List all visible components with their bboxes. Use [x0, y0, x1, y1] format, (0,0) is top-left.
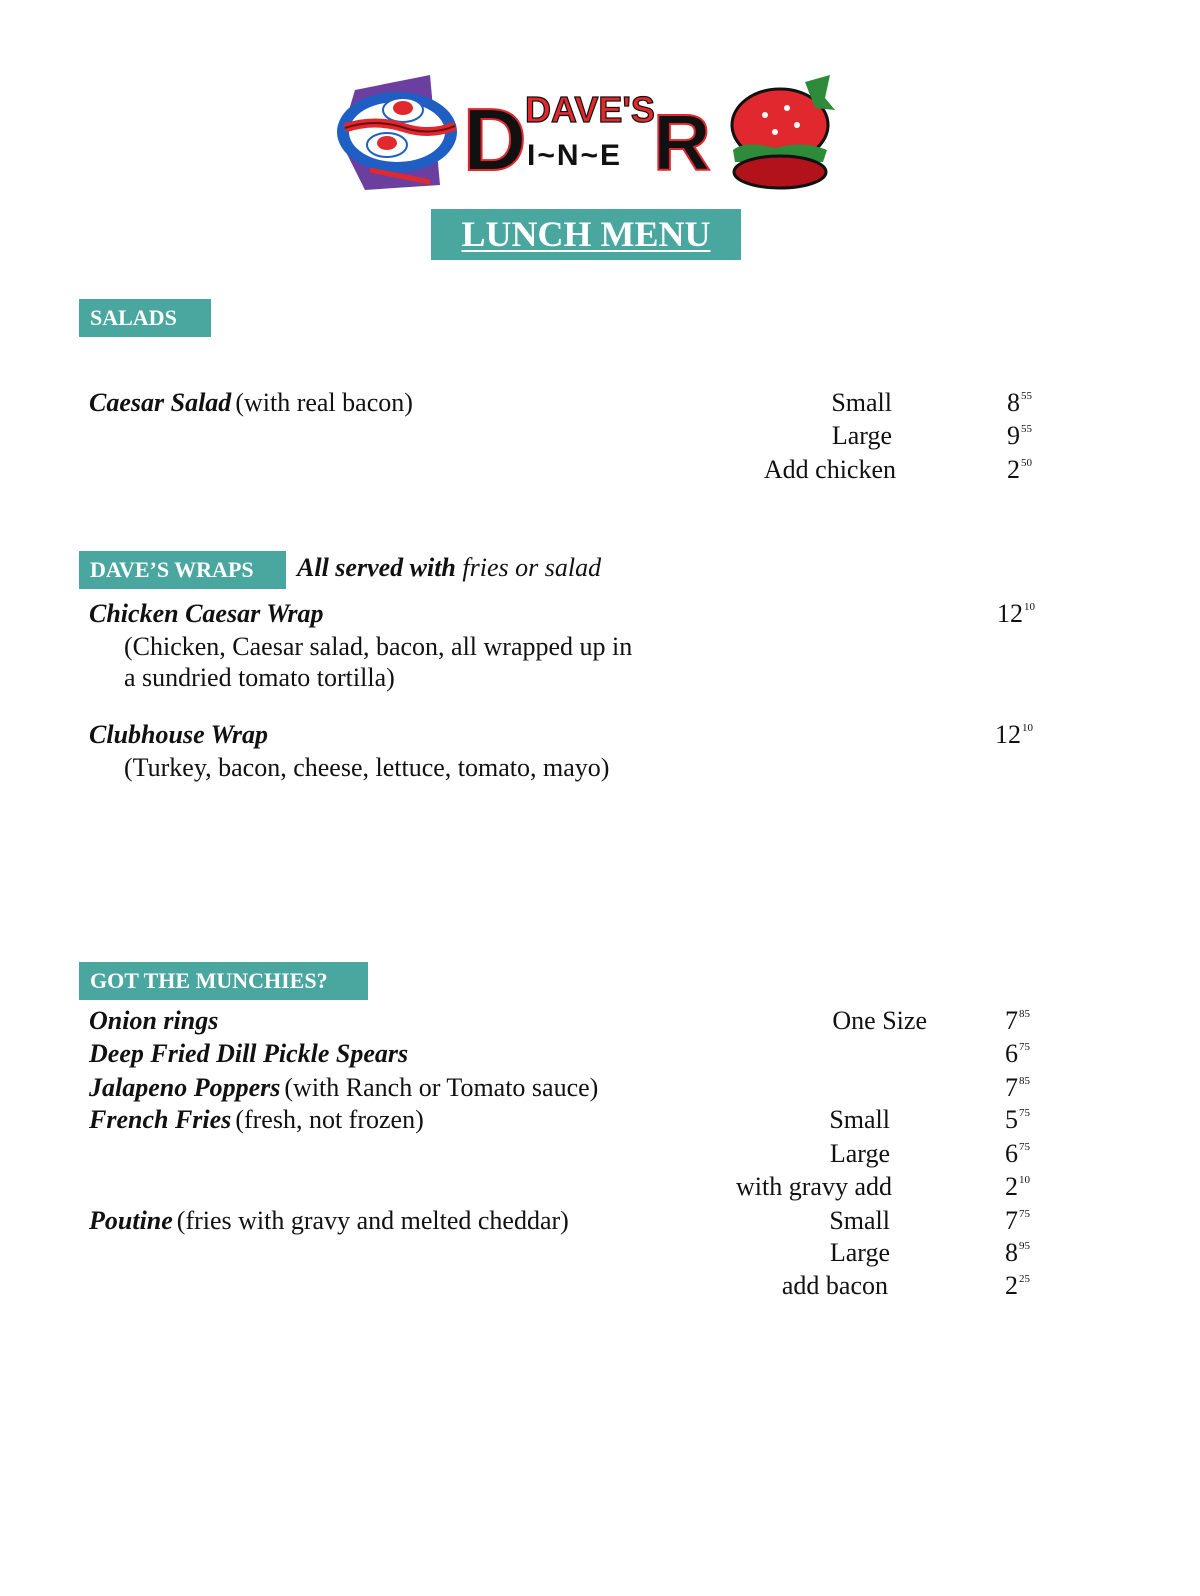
- item-name: Poutine: [89, 1206, 173, 1235]
- price: $7^{85}$: [1005, 1073, 1030, 1102]
- item-desc: (fries with gravy and melted cheddar): [176, 1206, 569, 1235]
- size-label: Small: [829, 1206, 890, 1235]
- price: $12^{10}$: [997, 599, 1035, 628]
- item-desc-line: a sundried tomato tortilla): [124, 663, 395, 692]
- size-label: Large: [831, 421, 892, 450]
- item-desc-line: (Chicken, Caesar salad, bacon, all wrapped up in: [124, 632, 633, 661]
- size-label: Small: [831, 388, 892, 417]
- menu-item-clubhouse-wrap: Clubhouse Wrap: [89, 720, 268, 749]
- size-label: Add chicken: [763, 455, 896, 484]
- size-label: Large: [829, 1139, 890, 1168]
- item-name: Jalapeno Poppers: [89, 1073, 281, 1102]
- menu-item-jalapeno-poppers: [89, 1073, 598, 1103]
- price: $7^{85}$: [1005, 1006, 1030, 1035]
- daves-diner-logo: [335, 70, 840, 195]
- logo-daves-text: DAVE'S: [525, 89, 655, 130]
- item-name: Caesar Salad: [89, 388, 232, 417]
- section-note: All served with fries or salad: [297, 553, 602, 582]
- price: $9^{55}$: [1007, 421, 1032, 450]
- item-desc: (with real bacon): [235, 388, 413, 417]
- price: $12^{10}$: [995, 720, 1033, 749]
- size-label: add bacon: [781, 1271, 888, 1300]
- price: $2^{50}$: [1007, 455, 1032, 484]
- price: $6^{75}$: [1005, 1139, 1030, 1168]
- price: $6^{75}$: [1005, 1039, 1030, 1068]
- menu-item-caesar-salad: [89, 388, 413, 418]
- section-header-munchies: GOT THE MUNCHIES?: [79, 962, 368, 1000]
- logo-letter-d: D: [463, 90, 527, 189]
- item-name: French Fries: [89, 1105, 232, 1134]
- price: $7^{75}$: [1005, 1206, 1030, 1235]
- item-desc: (fresh, not frozen): [235, 1105, 424, 1134]
- menu-item-dill-pickle-spears: Deep Fried Dill Pickle Spears: [89, 1039, 409, 1068]
- price: $2^{25}$: [1005, 1271, 1030, 1300]
- item-desc: (with Ranch or Tomato sauce): [284, 1073, 599, 1102]
- section-header-salads: SALADS: [79, 299, 211, 337]
- size-label: Small: [829, 1105, 890, 1134]
- menu-item-poutine: [89, 1206, 569, 1236]
- size-label: Large: [829, 1238, 890, 1267]
- section-header-wraps: DAVE’S WRAPS: [79, 551, 286, 589]
- size-label: with gravy add: [736, 1172, 892, 1201]
- price: $8^{95}$: [1005, 1238, 1030, 1267]
- item-desc-line: (Turkey, bacon, cheese, lettuce, tomato, mayo): [124, 753, 610, 782]
- price: $8^{55}$: [1007, 388, 1032, 417]
- menu-item-onion-rings: Onion rings: [89, 1006, 219, 1035]
- menu-item-chicken-caesar-wrap: Chicken Caesar Wrap: [89, 599, 324, 628]
- size-label: One Size: [832, 1006, 927, 1035]
- logo-letter-r: R: [653, 98, 711, 187]
- logo-ine-text: I~N~E: [527, 139, 623, 172]
- menu-title: LUNCH MENU: [431, 209, 741, 260]
- price: $2^{10}$: [1005, 1172, 1030, 1201]
- price: $5^{75}$: [1005, 1105, 1030, 1134]
- menu-item-french-fries: [89, 1105, 424, 1135]
